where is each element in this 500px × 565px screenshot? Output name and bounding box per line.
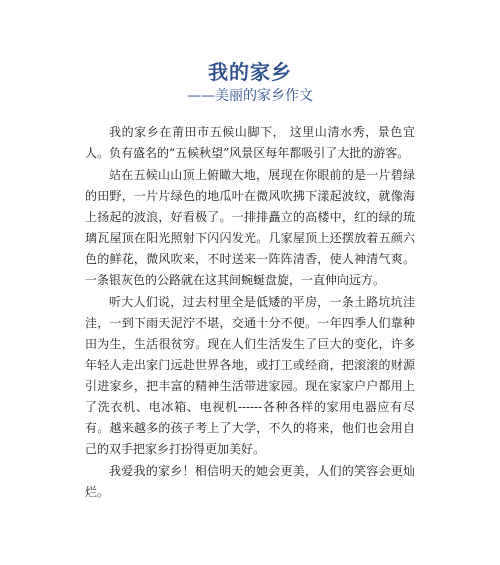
paragraph-scenery: 站在五候山山顶上俯瞰大地，展现在你眼前的是一片碧绿的田野，一片片绿色的地瓜叶在微风吹拂下漾起波纹，就像海上扬起的波浪，好看极了。一排排矗立的高楼中，红的绿的琉璃瓦屋顶在阳光照射下闪闪发光。几家屋顶上还摆放着五颜六色的鲜花，微风吹来，不时送来一阵阵清香，使人神清气爽。一条银灰色的公路就在这其间蜿蜒盘旋，一直伸向远方。 [85, 168, 415, 287]
article-body [85, 122, 415, 503]
document-subtitle: ——美丽的家乡作文 [187, 88, 313, 104]
paragraph-changes: 听大人们说，过去村里全是低矮的平房，一条土路坑坑洼洼，一到下雨天泥泞不堪，交通十分不便。一年四季人们靠种田为生，生活很贫穷。现在人们生活发生了巨大的变化，许多年轻人走出家门远赴世界各地，或打工或经商，把滚滚的财源引进家乡，把丰富的精神生活带进家园。现在家家户户都用上了洗衣机、电冰箱、电视机------各种各样的家用电器应有尽有。越来越多的孩子考上了大学，不久的将来，他们也会用自己的双手把家乡打扮得更加美好。 [85, 295, 415, 456]
paragraph-intro: 我的家乡在莆田市五候山脚下， 这里山清水秀，景色宜人。负有盛名的“五候秋望”风景区每年都吸引了大批的游客。 [85, 125, 415, 160]
document-title: 我的家乡 [208, 60, 292, 84]
paragraph-conclusion: 我爱我的家乡！相信明天的她会更美，人们的笑容会更灿烂。 [85, 464, 415, 499]
